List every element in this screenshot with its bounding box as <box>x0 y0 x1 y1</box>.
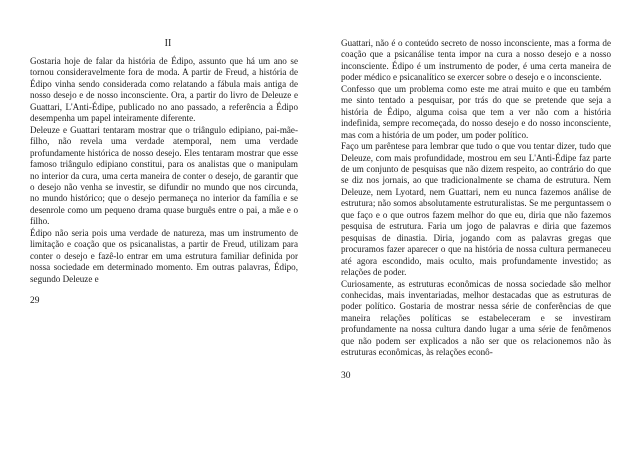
paragraph: Édipo não seria pois uma verdade de natureza, mas um instrumento de limitação e coação que os psicanalistas, a partir de Freud, utilizam para conter o desejo e fazê-lo entrar em uma estrutura familiar definida por nossa sociedade em determinado momento. Em outras palavras, Édipo, segundo Deleuze e <box>30 227 298 284</box>
paragraph: Guattari, não é o conteúdo secreto de nosso inconsciente, mas a forma de coação que a psicanálise tenta impor na cura a nosso desejo e a nosso inconsciente. Édipo é um instrumento de poder, é uma certa maneira de poder médico e psicanalítico se exercer sobre o desejo e o inconsciente. <box>341 38 611 83</box>
left-page <box>30 38 298 308</box>
page-number: 29 <box>30 296 40 307</box>
paragraph: Deleuze e Guattari tentaram mostrar que o triângulo edipiano, pai-mãe-filho, não revela uma verdade atemporal, nem uma verdade profundamente histórica de nosso desejo. Eles tentaram mostrar que esse famoso triângulo edipiano constitui, para os analistas que o manipulam no interior da cura, uma certa maneira de conter o desejo, de garantir que o desejo não venha se investir, se difundir no mundo que nos circunda, no mundo histórico; que o desejo permaneça no interior da família e se desenrole como um pequeno drama quase burguês entre o pai, a mãe e o filho. <box>30 124 298 227</box>
paragraph: Gostaria hoje de falar da história de Édipo, assunto que há um ano se tornou consideravelmente fora de moda. A partir de Freud, a história de Édipo vinha sendo considerada como relatando a fábula mais antiga de nosso desejo e de nosso inconsciente. Ora, a partir do livro de Deleuze e Guattari, L'Anti-Édipe, publicado no ano passado, a referência a Édipo desempenha um papel inteiramente diferente. <box>30 56 298 124</box>
right-page <box>341 38 611 382</box>
paragraph: Curiosamente, as estruturas econômicas de nossa sociedade são melhor conhecidas, mais inventariadas, melhor destacadas que as estruturas de poder político. Gostaria de mostrar nessa série de conferências de que maneira relações políticas se estabeleceram e se investiram profundamente na nossa cultura dando lugar a uma série de fenômenos que não podem ser explicados a não ser que os relacionemos não às estruturas econômicas, às relações econô- <box>341 278 611 358</box>
paragraph: Faço um parêntese para lembrar que tudo o que vou tentar dizer, tudo que Deleuze, com mais profundidade, mostrou em seu L'Anti-Édipe faz parte de um conjunto de pesquisas que não dizem respeito, ao contrário do que se diz nos jornais, ao que tradicionalmente se chama de estrutura. Nem Deleuze, nem Lyotard, nem Guattari, nem eu nunca fazemos análise de estrutura; não somos absolutamente estruturalistas. Se me perguntassem o que faço e o que outros fazem melhor do que eu, diria que não fazemos pesquisa de estrutura. Faria um jogo de palavras e diria que fazemos pesquisas de dinastia. Diria, jogando com as palavras gregas que procuramos fazer aparecer o que na história de nossa cultura permaneceu até agora escondido, mais oculto, mais profundamente investido; as relações de poder. <box>341 141 611 278</box>
page-number: 30 <box>341 370 351 381</box>
chapter-heading: II <box>164 38 172 49</box>
paragraph: Confesso que um problema como este me atrai muito e que eu também me sinto tentado a pesquisar, por trás do que se pretende que seja a história de Édipo, alguma coisa que tem a ver não com a história indefinida, sempre recomeçada, do nosso desejo e do nosso inconsciente, mas com a história de um poder, um poder político. <box>341 83 611 140</box>
